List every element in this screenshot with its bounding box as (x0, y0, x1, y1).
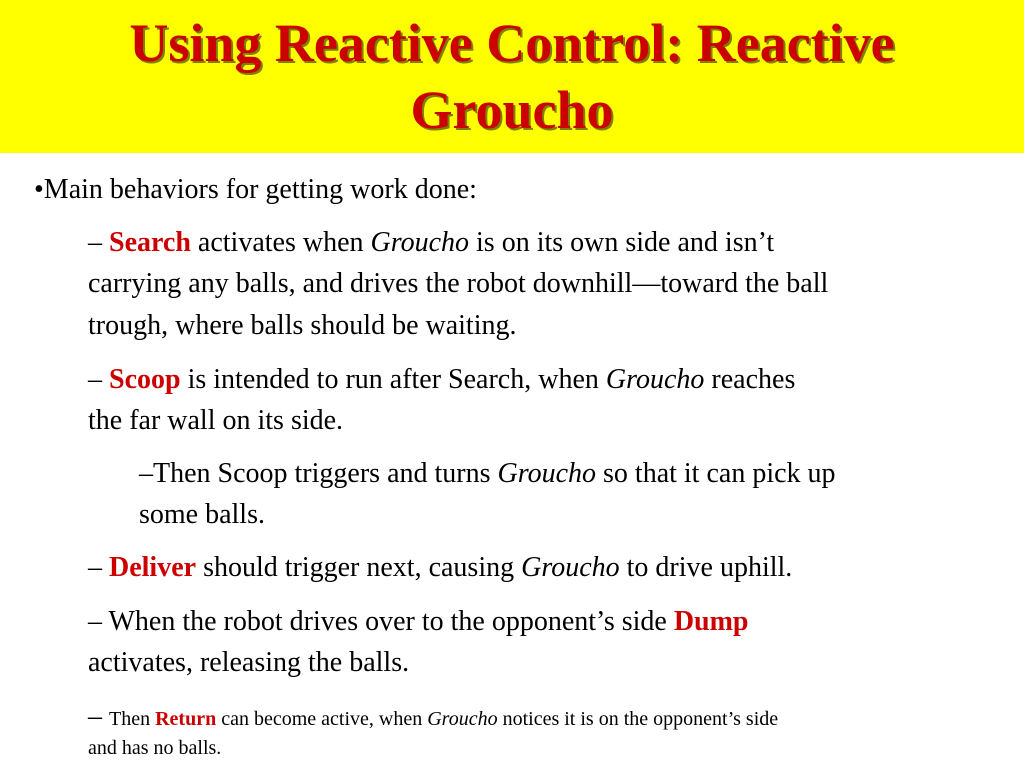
dash: – (88, 227, 109, 258)
dash: – (88, 701, 109, 732)
scoop-line-1 (88, 360, 795, 400)
text: notices it is on the opponent’s side (497, 708, 779, 730)
groucho-name: Groucho (605, 364, 705, 395)
text: reaches (704, 364, 796, 395)
scoop-sub-line-2: some balls. (139, 499, 265, 530)
groucho-name: Groucho (427, 708, 498, 730)
return-line-2: and has no balls. (88, 737, 222, 759)
search-line-1 (88, 223, 774, 263)
search-line-3: trough, where balls should be waiting. (88, 310, 517, 341)
text: –Then Scoop triggers and turns (139, 458, 498, 489)
keyword-search: Search (109, 227, 191, 258)
deliver-line (88, 548, 792, 588)
slide-title-line-2: Groucho (410, 80, 614, 140)
groucho-name: Groucho (521, 552, 620, 583)
text: can become active, when (216, 708, 428, 730)
keyword-return: Return (155, 708, 217, 730)
bullet-main: •Main behaviors for getting work done: (34, 174, 477, 205)
dash: – (88, 552, 109, 583)
text: – When the robot drives over to the opponent’s side (88, 606, 674, 637)
scoop-sub-line-1 (139, 454, 836, 494)
text: is on its own side and isn’t (469, 227, 775, 258)
slide-title-line-1: Using Reactive Control: Reactive (129, 13, 895, 73)
groucho-name: Groucho (370, 227, 470, 258)
text: activates when (190, 227, 371, 258)
dump-line-2: activates, releasing the balls. (88, 647, 410, 678)
scoop-line-2: the far wall on its side. (88, 405, 344, 436)
text: should trigger next, causing (196, 552, 522, 583)
slide-title (0, 10, 1024, 144)
dump-line-1 (88, 602, 749, 642)
search-line-2: carrying any balls, and drives the robot downhill—toward the ball (88, 268, 829, 299)
groucho-name: Groucho (497, 458, 597, 489)
text: Then (109, 708, 156, 730)
text: so that it can pick up (596, 458, 836, 489)
text: to drive uphill. (619, 552, 793, 583)
text: is intended to run after Search, when (180, 364, 606, 395)
keyword-deliver: Deliver (109, 552, 197, 583)
dash: – (88, 364, 109, 395)
keyword-dump: Dump (673, 606, 749, 637)
keyword-scoop: Scoop (109, 364, 181, 395)
